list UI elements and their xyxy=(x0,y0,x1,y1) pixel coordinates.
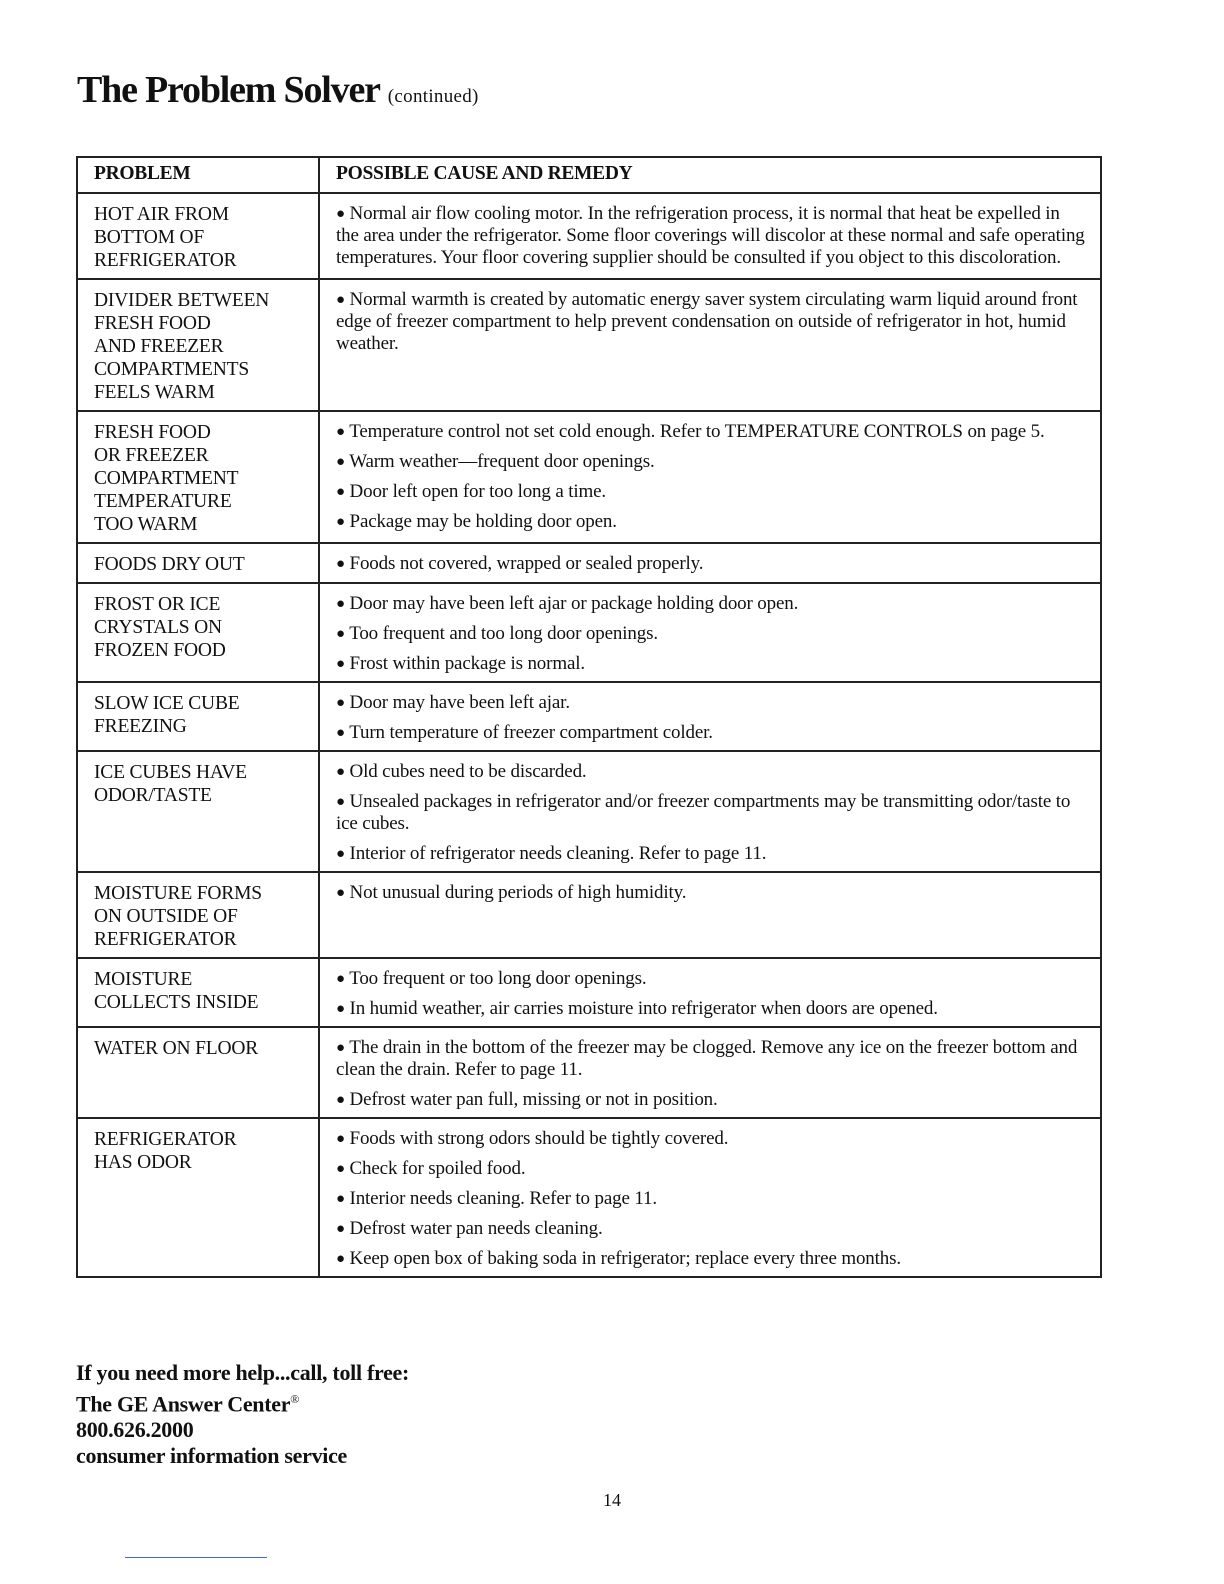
remedy-text: Keep open box of baking soda in refrigerator; replace every three months. xyxy=(349,1248,901,1269)
problem-cell: WATER ON FLOOR xyxy=(77,1027,319,1118)
remedy-text: Old cubes need to be discarded. xyxy=(349,761,587,782)
bullet-icon: ● xyxy=(336,454,345,470)
bullet-icon: ● xyxy=(336,1251,345,1267)
remedy-item xyxy=(336,593,1086,615)
remedy-cell xyxy=(319,411,1101,543)
remedy-text: In humid weather, air carries moisture into refrigerator when doors are opened. xyxy=(349,998,938,1019)
remedy-cell xyxy=(319,872,1101,958)
problem-cell: SLOW ICE CUBE FREEZING xyxy=(77,682,319,751)
remedy-text: Temperature control not set cold enough. Refer to TEMPERATURE CONTROLS on page 5. xyxy=(349,421,1045,442)
remedy-text: Interior needs cleaning. Refer to page 11. xyxy=(349,1188,657,1209)
remedy-item xyxy=(336,882,1086,904)
remedy-text: Frost within package is normal. xyxy=(349,653,585,674)
bullet-icon: ● xyxy=(336,885,345,901)
remedy-text: Unsealed packages in refrigerator and/or freezer compartments may be transmitting odor/taste to ice cubes. xyxy=(336,791,1071,834)
table-body xyxy=(77,193,1101,1277)
registered-mark: ® xyxy=(290,1392,300,1406)
remedy-text: Not unusual during periods of high humidity. xyxy=(349,882,687,903)
column-header-problem: PROBLEM xyxy=(77,157,319,193)
remedy-text: Check for spoiled food. xyxy=(349,1158,526,1179)
table-row xyxy=(77,751,1101,872)
remedy-item xyxy=(336,289,1086,355)
remedy-text: Defrost water pan needs cleaning. xyxy=(349,1218,603,1239)
bullet-icon: ● xyxy=(336,1131,345,1147)
bullet-icon: ● xyxy=(336,1161,345,1177)
page-title-subtitle: (continued) xyxy=(387,86,479,107)
remedy-item xyxy=(336,1218,1086,1240)
table-row xyxy=(77,411,1101,543)
remedy-item xyxy=(336,653,1086,675)
remedy-item xyxy=(336,998,1086,1020)
remedy-item xyxy=(336,1188,1086,1210)
bullet-icon: ● xyxy=(336,764,345,780)
problem-cell: DIVIDER BETWEEN FRESH FOOD AND FREEZER COMPARTMENTS FEELS WARM xyxy=(77,279,319,411)
remedy-text: Package may be holding door open. xyxy=(349,511,617,532)
problem-cell: ICE CUBES HAVE ODOR/TASTE xyxy=(77,751,319,872)
remedy-item xyxy=(336,843,1086,865)
table-row xyxy=(77,193,1101,279)
remedy-item xyxy=(336,481,1086,503)
table-row xyxy=(77,1118,1101,1277)
page-title xyxy=(77,68,479,112)
remedy-item xyxy=(336,1089,1086,1111)
bullet-icon: ● xyxy=(336,556,345,572)
bullet-icon: ● xyxy=(336,971,345,987)
remedy-text: Normal warmth is created by automatic energy saver system circulating warm liquid around front edge of freezer compartment to help prevent condensation on outside of refrigerator in hot, humid weather. xyxy=(336,289,1078,354)
help-call-text: If you need more help...call, toll free: xyxy=(76,1360,410,1385)
bullet-icon: ● xyxy=(336,794,345,810)
remedy-item xyxy=(336,761,1086,783)
remedy-cell xyxy=(319,1118,1101,1277)
remedy-cell xyxy=(319,958,1101,1027)
bullet-icon: ● xyxy=(336,846,345,862)
table-header-row xyxy=(77,157,1101,193)
remedy-item xyxy=(336,692,1086,714)
bullet-icon: ● xyxy=(336,206,345,222)
remedy-cell xyxy=(319,193,1101,279)
remedy-item xyxy=(336,451,1086,473)
remedy-item xyxy=(336,623,1086,645)
remedy-text: The drain in the bottom of the freezer may be clogged. Remove any ice on the freezer bottom and clean the drain. Refer to page 11. xyxy=(336,1037,1078,1080)
remedy-cell xyxy=(319,583,1101,682)
remedy-item xyxy=(336,511,1086,533)
remedy-item xyxy=(336,421,1086,443)
remedy-text: Door may have been left ajar or package holding door open. xyxy=(349,593,799,614)
bullet-icon: ● xyxy=(336,656,345,672)
remedy-text: Foods not covered, wrapped or sealed properly. xyxy=(349,553,704,574)
remedy-item xyxy=(336,722,1086,744)
remedy-item xyxy=(336,1128,1086,1150)
remedy-text: Door may have been left ajar. xyxy=(349,692,570,713)
problem-cell: MOISTURE FORMS ON OUTSIDE OF REFRIGERATOR xyxy=(77,872,319,958)
remedy-text: Defrost water pan full, missing or not in position. xyxy=(349,1089,718,1110)
page-number: 14 xyxy=(603,1490,621,1510)
help-phone-number: 800.626.2000 xyxy=(76,1417,194,1443)
table-row xyxy=(77,1027,1101,1118)
column-header-remedy: POSSIBLE CAUSE AND REMEDY xyxy=(319,157,1101,193)
table-row xyxy=(77,958,1101,1027)
remedy-text: Interior of refrigerator needs cleaning. Refer to page 11. xyxy=(349,843,767,864)
remedy-item xyxy=(336,1158,1086,1180)
table-row xyxy=(77,279,1101,411)
remedy-text: Foods with strong odors should be tightly covered. xyxy=(349,1128,729,1149)
bullet-icon: ● xyxy=(336,695,345,711)
problem-cell: MOISTURE COLLECTS INSIDE xyxy=(77,958,319,1027)
bullet-icon: ● xyxy=(336,1001,345,1017)
remedy-text: Turn temperature of freezer compartment colder. xyxy=(349,722,713,743)
help-block xyxy=(76,1360,409,1469)
page-title-main: The Problem Solver xyxy=(77,69,380,111)
remedy-item xyxy=(336,553,1086,575)
bullet-icon: ● xyxy=(336,1092,345,1108)
remedy-item xyxy=(336,1248,1086,1270)
remedy-text: Warm weather—frequent door openings. xyxy=(349,451,655,472)
remedy-text: Too frequent and too long door openings. xyxy=(349,623,658,644)
table-row xyxy=(77,543,1101,583)
help-answer-center xyxy=(76,1386,409,1417)
bullet-icon: ● xyxy=(336,1040,345,1056)
remedy-item xyxy=(336,791,1086,835)
remedy-text: Normal air flow cooling motor. In the refrigeration process, it is normal that heat be expelled in the area under the refrigerator. Some floor coverings will discolor at these normal and safe operating temperatures. Your floor covering supplier should be consulted if you object to this discoloration. xyxy=(336,203,1085,268)
problem-cell: REFRIGERATOR HAS ODOR xyxy=(77,1118,319,1277)
bullet-icon: ● xyxy=(336,626,345,642)
help-service-text: consumer information service xyxy=(76,1443,348,1469)
problem-cell: HOT AIR FROM BOTTOM OF REFRIGERATOR xyxy=(77,193,319,279)
table-row xyxy=(77,872,1101,958)
remedy-item xyxy=(336,1037,1086,1081)
problem-cell: FROST OR ICE CRYSTALS ON FROZEN FOOD xyxy=(77,583,319,682)
remedy-text: Door left open for too long a time. xyxy=(349,481,606,502)
bullet-icon: ● xyxy=(336,292,345,308)
bullet-icon: ● xyxy=(336,596,345,612)
scan-artifact-line xyxy=(125,1557,267,1558)
remedy-cell xyxy=(319,543,1101,583)
problem-solver-table xyxy=(76,156,1102,1278)
bullet-icon: ● xyxy=(336,514,345,530)
remedy-item xyxy=(336,203,1086,269)
remedy-cell xyxy=(319,279,1101,411)
remedy-cell xyxy=(319,1027,1101,1118)
problem-cell: FOODS DRY OUT xyxy=(77,543,319,583)
remedy-cell xyxy=(319,751,1101,872)
table-row xyxy=(77,583,1101,682)
bullet-icon: ● xyxy=(336,1221,345,1237)
remedy-text: Too frequent or too long door openings. xyxy=(349,968,647,989)
bullet-icon: ● xyxy=(336,484,345,500)
help-answer-center-name: The GE Answer Center xyxy=(76,1391,291,1417)
remedy-item xyxy=(336,968,1086,990)
remedy-cell xyxy=(319,682,1101,751)
bullet-icon: ● xyxy=(336,424,345,440)
problem-cell: FRESH FOOD OR FREEZER COMPARTMENT TEMPERATURE TOO WARM xyxy=(77,411,319,543)
bullet-icon: ● xyxy=(336,725,345,741)
table-row xyxy=(77,682,1101,751)
bullet-icon: ● xyxy=(336,1191,345,1207)
